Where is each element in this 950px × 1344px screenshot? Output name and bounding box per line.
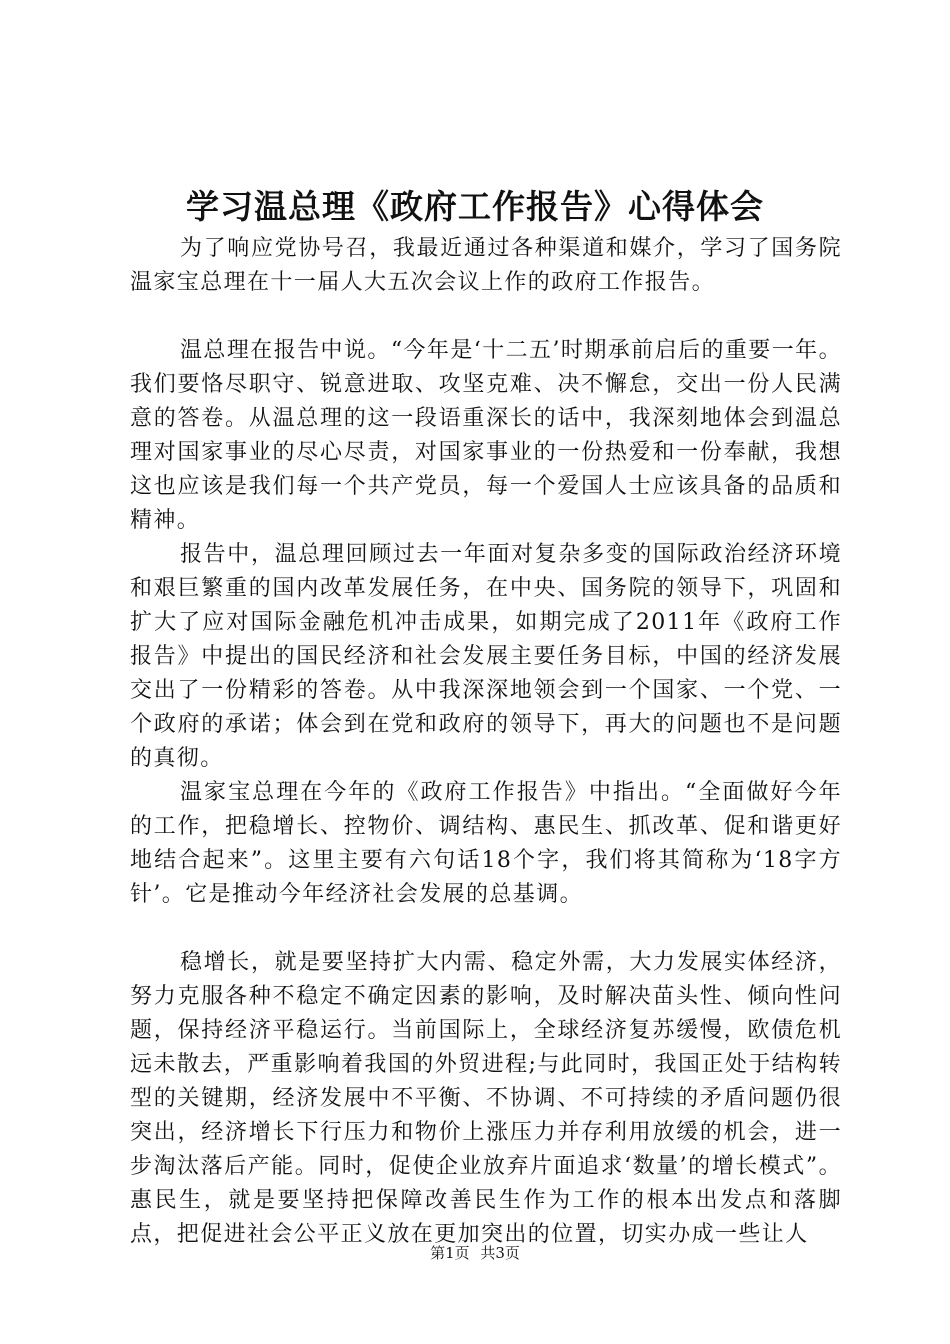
paragraph-1: 为了响应党协号召，我最近通过各种渠道和媒介，学习了国务院温家宝总理在十一届人大五次会议上作的政府工作报告。 xyxy=(130,236,842,295)
document-body xyxy=(130,232,842,1252)
paragraph-4: 温家宝总理在今年的《政府工作报告》中指出。“全面做好今年的工作，把稳增长、控物价、调结构、惠民生、抓改革、促和谐更好地结合起来”。这里主要有六句话18个字，我们将其简称为‘18字方针’。它是推动今年经济社会发展的总基调。 xyxy=(130,780,842,907)
page-number: 第1页 xyxy=(430,1244,470,1262)
paragraph-gap xyxy=(130,300,842,334)
paragraph-2: 温总理在报告中说。“今年是‘十二五’时期承前启后的重要一年。我们要恪尽职守、锐意进取、攻坚克难、决不懈怠，交出一份人民满意的答卷。从温总理的这一段语重深长的话中，我深刻地体会到温总理对国家事业的尽心尽责，对国家事业的一份热爱和一份奉献，我想这也应该是我们每一个共产党员，每一个爱国人士应该具备的品质和精神。 xyxy=(130,338,842,533)
paragraph-gap xyxy=(130,912,842,946)
page-total: 共3页 xyxy=(480,1244,520,1262)
paragraph-3: 报告中，温总理回顾过去一年面对复杂多变的国际政治经济环境和艰巨繁重的国内改革发展任务，在中央、国务院的领导下，巩固和扩大了应对国际金融危机冲击成果，如期完成了2011年《政府工作报告》中提出的国民经济和社会发展主要任务目标，中国的经济发展交出了一份精彩的答卷。从中我深深地领会到一个国家、一个党、一个政府的承诺；体会到在党和政府的领导下，再大的问题也不是问题的真彻。 xyxy=(130,542,842,771)
page-footer xyxy=(0,1242,950,1264)
page-title: 学习温总理《政府工作报告》心得体会 xyxy=(186,187,764,226)
paragraph-5: 稳增长，就是要坚持扩大内需、稳定外需，大力发展实体经济，努力克服各种不稳定不确定因素的影响，及时解决苗头性、倾向性问题，保持经济平稳运行。当前国际上，全球经济复苏缓慢，欧债危机远未散去，严重影响着我国的外贸进程;与此同时，我国正处于结构转型的关键期，经济发展中不平衡、不协调、不可持续的矛盾问题仍很突出，经济增长下行压力和物价上涨压力并存利用放缓的机会，进一步淘汰落后产能。同时，促使企业放弃片面追求‘数量’的增长模式”。惠民生，就是要坚持把保障改善民生作为工作的根本出发点和落脚点，把促进社会公平正义放在更加突出的位置，切实办成一些让人 xyxy=(130,950,842,1247)
